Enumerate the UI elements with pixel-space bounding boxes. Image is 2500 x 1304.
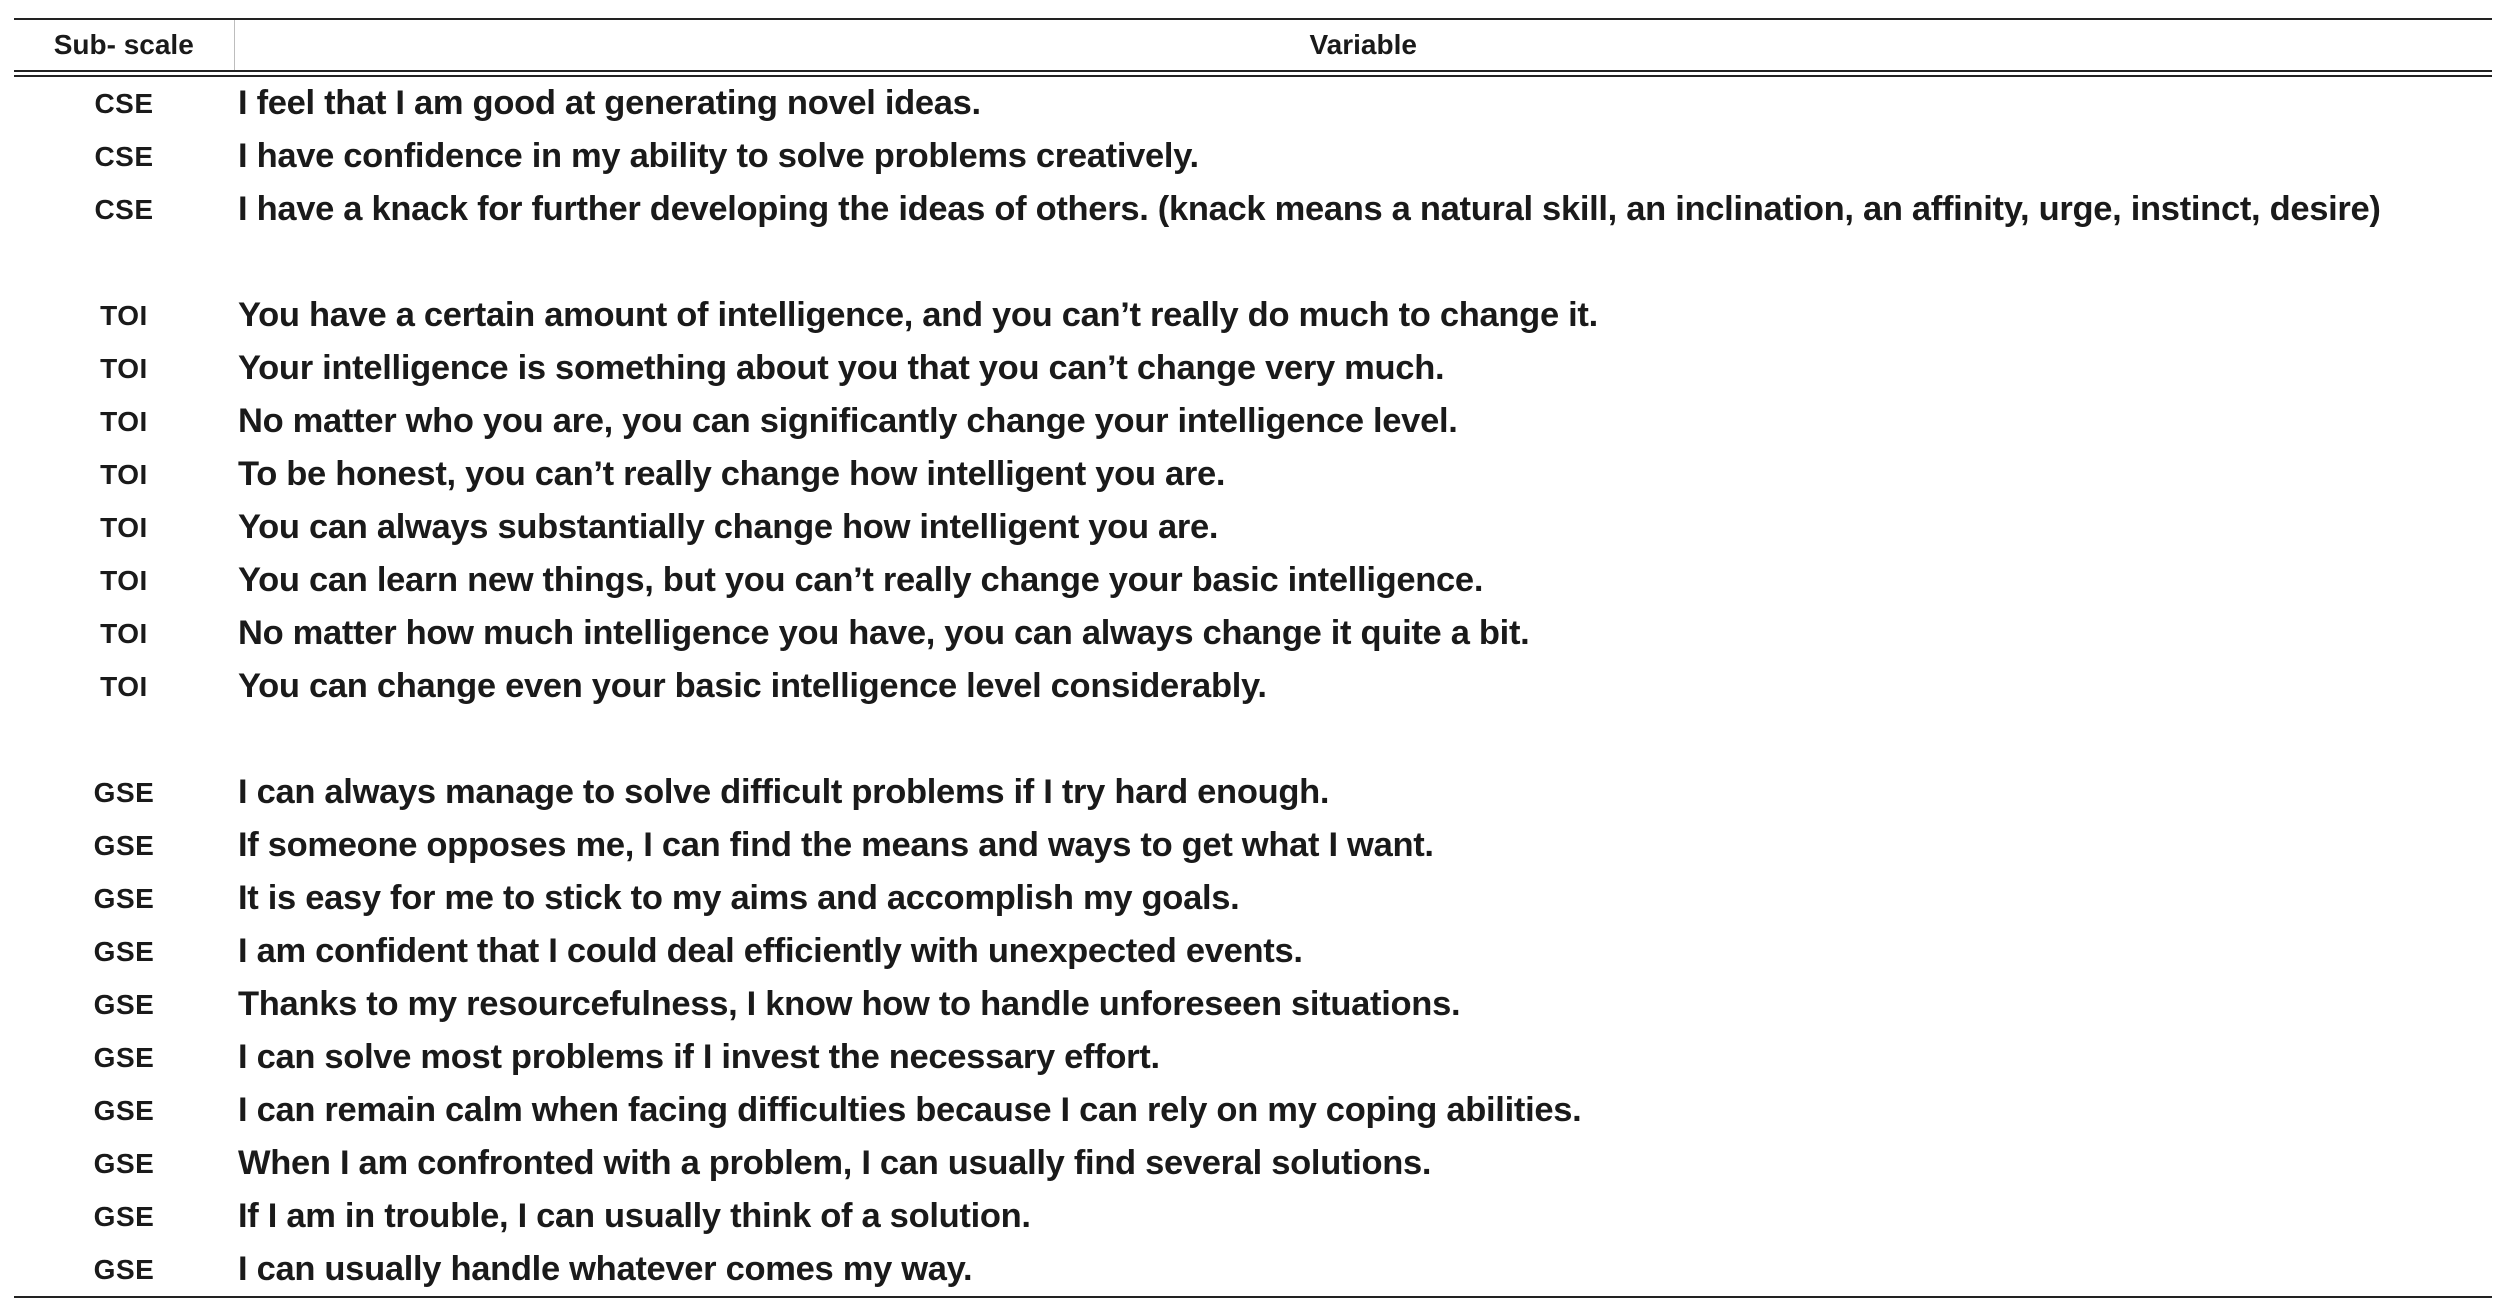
subscale-cell: TOI [100,670,148,702]
spacer-cell [234,236,2492,289]
variable-cell: I can solve most problems if I invest the necessary effort. [238,1038,1160,1076]
table-row [14,1137,2492,1190]
variable-cell: You can always substantially change how intelligent you are. [238,508,1219,546]
subscale-cell: TOI [100,617,148,649]
subscale-cell: GSE [14,1243,234,1297]
table-row [14,183,2492,236]
table-row [14,501,2492,554]
variable-cell: To be honest, you can’t really change how intelligent you are. [238,455,1226,493]
subscale-cell: GSE [93,882,155,914]
subscale-cell: CSE [94,193,154,225]
table-row [14,925,2492,978]
table-row [14,1031,2492,1084]
table-row [14,1084,2492,1137]
table-row [14,766,2492,819]
header-subscale: Sub- scale [14,19,234,74]
table-row [14,74,2492,131]
variable-cell: I feel that I am good at generating novel ideas. [238,84,981,122]
variable-cell: I can remain calm when facing difficulties because I can rely on my coping abilities. [238,1091,1582,1129]
variable-cell: No matter who you are, you can significantly change your intelligence level. [238,402,1458,440]
variable-cell: Thanks to my resourcefulness, I know how to handle unforeseen situations. [238,985,1461,1023]
subscale-cell: GSE [93,776,155,808]
subscale-cell: GSE [93,829,155,861]
variable-cell: You can learn new things, but you can’t really change your basic intelligence. [238,561,1484,599]
variable-cell: When I am confronted with a problem, I can usually find several solutions. [238,1144,1432,1182]
subscale-cell: GSE [93,1200,155,1232]
header-variable: Variable [234,19,2492,74]
variable-cell: I am confident that I could deal efficiently with unexpected events. [238,932,1303,970]
subscale-cell: GSE [93,1094,155,1126]
variable-cell: Your intelligence is something about you that you can’t change very much. [238,349,1445,387]
spacer-cell [234,713,2492,766]
subscale-items-table [14,18,2492,1298]
spacer-cell [14,236,234,289]
header-row [14,19,2492,74]
variable-cell: I can always manage to solve difficult problems if I try hard enough. [238,773,1330,811]
subscale-cell: GSE [93,1147,155,1179]
group-spacer-row [14,236,2492,289]
table-row [14,395,2492,448]
variable-cell: It is easy for me to stick to my aims and accomplish my goals. [238,879,1240,917]
variable-cell: If I am in trouble, I can usually think of a solution. [238,1197,1031,1235]
subscale-cell: CSE [94,87,154,119]
table-row [14,1243,2492,1297]
subscale-cell: CSE [94,140,154,172]
subscale-cell: TOI [100,405,148,437]
table-body [14,74,2492,1298]
table-row [14,1190,2492,1243]
table-row [14,978,2492,1031]
table-row [14,607,2492,660]
subscale-cell: GSE [93,988,155,1020]
spacer-cell [14,713,234,766]
subscale-cell: TOI [100,564,148,596]
subscale-cell: GSE [93,935,155,967]
group-spacer-row [14,713,2492,766]
subscale-cell: TOI [100,511,148,543]
table-row [14,289,2492,342]
variable-cell: If someone opposes me, I can find the means and ways to get what I want. [238,826,1434,864]
variable-cell: I can usually handle whatever comes my way. [234,1243,2492,1297]
subscale-cell: TOI [100,352,148,384]
subscale-cell: GSE [93,1041,155,1073]
table-row [14,660,2492,713]
subscale-cell: TOI [100,458,148,490]
table-row [14,819,2492,872]
table-row [14,872,2492,925]
table-header [14,19,2492,74]
variable-cell: You can change even your basic intelligence level considerably. [238,667,1267,705]
variable-cell: No matter how much intelligence you have, you can always change it quite a bit. [238,614,1530,652]
table-row [14,130,2492,183]
variable-cell: I have a knack for further developing the ideas of others. (knack means a natural skill, an inclination, an affinity, urge, instinct, desire) [238,190,2381,228]
table-row [14,342,2492,395]
subscale-cell: TOI [100,299,148,331]
table-row [14,554,2492,607]
table-row [14,448,2492,501]
variable-cell: You have a certain amount of intelligence, and you can’t really do much to change it. [238,296,1598,334]
variable-cell: I have confidence in my ability to solve problems creatively. [238,137,1199,175]
